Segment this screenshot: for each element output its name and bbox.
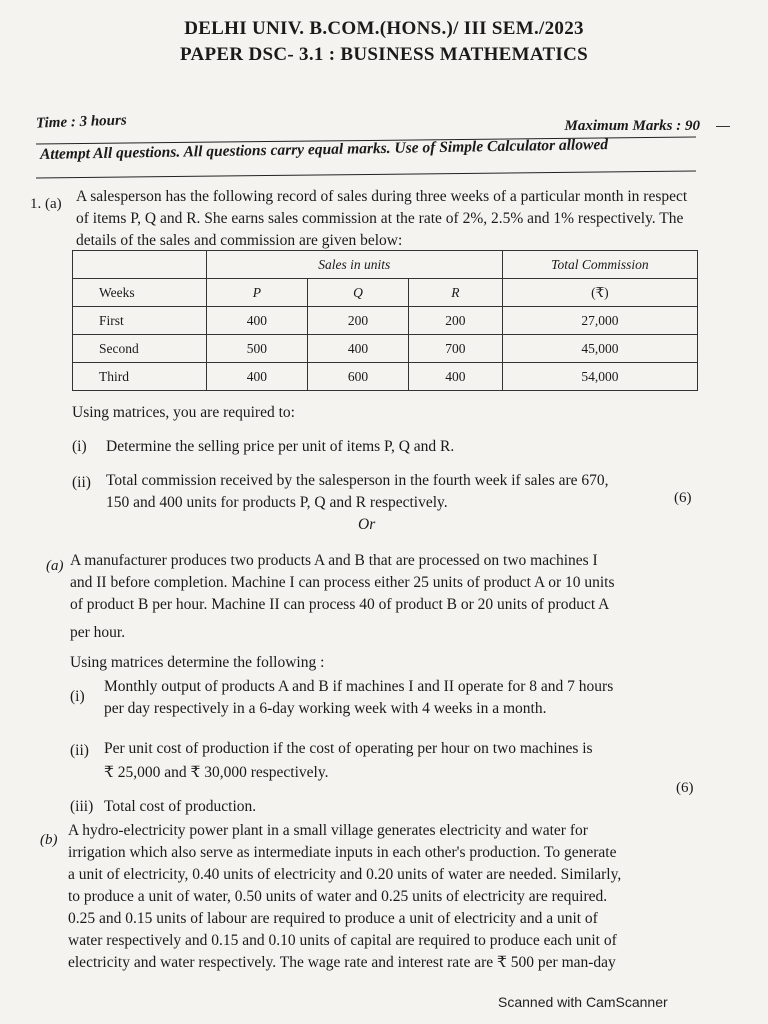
table-cell: 400 — [206, 363, 307, 391]
table-cell: 27,000 — [502, 307, 697, 335]
part-number: (ii) — [72, 474, 91, 491]
table-cell: Weeks — [73, 279, 207, 307]
margin-mark — [716, 126, 730, 127]
table-cell: P — [206, 279, 307, 307]
commission-header: Total Commission — [502, 251, 697, 279]
alt-using-text: Using matrices determine the following : — [70, 654, 325, 671]
part-number: (i) — [70, 688, 85, 705]
header-paper: PAPER DSC- 3.1 : BUSINESS MATHEMATICS — [179, 44, 589, 65]
table-cell: 54,000 — [502, 363, 697, 391]
alt-part-a-label: (a) — [46, 558, 64, 574]
table-cell: R — [409, 279, 503, 307]
table-row — [73, 363, 698, 391]
alt-text-line: and II before completion. Machine I can process either 25 units of product A or 10 units — [70, 574, 615, 591]
sales-group-header: Sales in units — [206, 251, 502, 279]
part-b-line: to produce a unit of water, 0.50 units of water and 0.25 units of electricity are required. — [68, 888, 608, 905]
table-cell: 700 — [409, 335, 503, 363]
part-i-text: Determine the selling price per unit of items P, Q and R. — [106, 438, 455, 455]
alt-text-line: per hour. — [70, 624, 126, 641]
table-row — [73, 307, 698, 335]
alt-part-ii-line2: ₹ 25,000 and ₹ 30,000 respectively. — [104, 764, 329, 781]
table-cell: 200 — [307, 307, 408, 335]
alt-part-iii-line1: Total cost of production. — [104, 798, 257, 815]
part-b-line: A hydro-electricity power plant in a small village generates electricity and water for — [68, 822, 588, 839]
bottom-rule — [36, 171, 696, 179]
table-cell: First — [73, 307, 207, 335]
alt-part-i-line2: per day respectively in a 6-day working week with 4 weeks in a month. — [104, 700, 547, 717]
header-university: DELHI UNIV. B.COM.(HONS.)/ III SEM./2023 — [184, 18, 584, 39]
part-number: (iii) — [70, 798, 94, 815]
table-cell: Q — [307, 279, 408, 307]
alt-text-line: of product B per hour. Machine II can process 40 of product B or 20 units of product A — [70, 596, 610, 613]
table-cell: 200 — [409, 307, 503, 335]
marks-label: (6) — [674, 490, 692, 506]
table-row — [73, 251, 698, 279]
part-number: (ii) — [70, 742, 89, 759]
table-cell: 400 — [409, 363, 503, 391]
question-1a-text: A salesperson has the following record of sales during three weeks of a particular month in respect of items P, Q and R. She earns sales commission at the rate of 2%, 2.5% and 1% respectively. The details of the sales and commission are given below: — [76, 188, 688, 249]
part-b-line: water respectively and 0.15 and 0.10 units of capital are required to produce each unit of — [68, 932, 617, 949]
table-cell: 600 — [307, 363, 408, 391]
part-b-line: irrigation which also serve as intermediate inputs in each other's production. To generate — [68, 844, 617, 861]
alt-part-ii-line1: Per unit cost of production if the cost of operating per hour on two machines is — [104, 740, 593, 757]
table-cell: 45,000 — [502, 335, 697, 363]
part-ii-text-line2: 150 and 400 units for products P, Q and R respectively. — [106, 494, 448, 511]
or-separator: Or — [358, 516, 376, 533]
part-b-line: a unit of electricity, 0.40 units of electricity and 0.20 units of water are needed. Similarly, — [68, 866, 622, 883]
part-ii-text-line1: Total commission received by the salesperson in the fourth week if sales are 670, — [106, 472, 609, 489]
question-number: 1. (a) — [30, 196, 62, 212]
alt-text-line: A manufacturer produces two products A and B that are processed on two machines I — [70, 552, 598, 569]
alt-part-i-line1: Monthly output of products A and B if machines I and II operate for 8 and 7 hours — [104, 678, 614, 695]
part-number: (i) — [72, 438, 87, 455]
table-cell: (₹) — [502, 279, 697, 307]
max-marks-label: Maximum Marks : 90 — [564, 118, 700, 134]
part-b-line: 0.25 and 0.15 units of labour are required to produce a unit of electricity and a unit of — [68, 910, 598, 927]
table-row — [73, 279, 698, 307]
part-b-label: (b) — [40, 832, 58, 848]
table-cell: Second — [73, 335, 207, 363]
part-b-line: electricity and water respectively. The wage rate and interest rate are ₹ 500 per man-day — [68, 954, 616, 971]
table-cell: 400 — [206, 307, 307, 335]
table-cell: 400 — [307, 335, 408, 363]
marks-label: (6) — [676, 780, 694, 796]
sales-table — [72, 250, 698, 391]
instructions: Attempt All questions. All questions carry equal marks. Use of Simple Calculator allowed — [39, 136, 609, 163]
using-matrices-text: Using matrices, you are required to: — [72, 404, 295, 421]
table-cell: 500 — [206, 335, 307, 363]
table-row — [73, 335, 698, 363]
time-label: Time : 3 hours — [35, 112, 127, 132]
scanner-watermark: Scanned with CamScanner — [498, 994, 668, 1010]
table-cell: Third — [73, 363, 207, 391]
